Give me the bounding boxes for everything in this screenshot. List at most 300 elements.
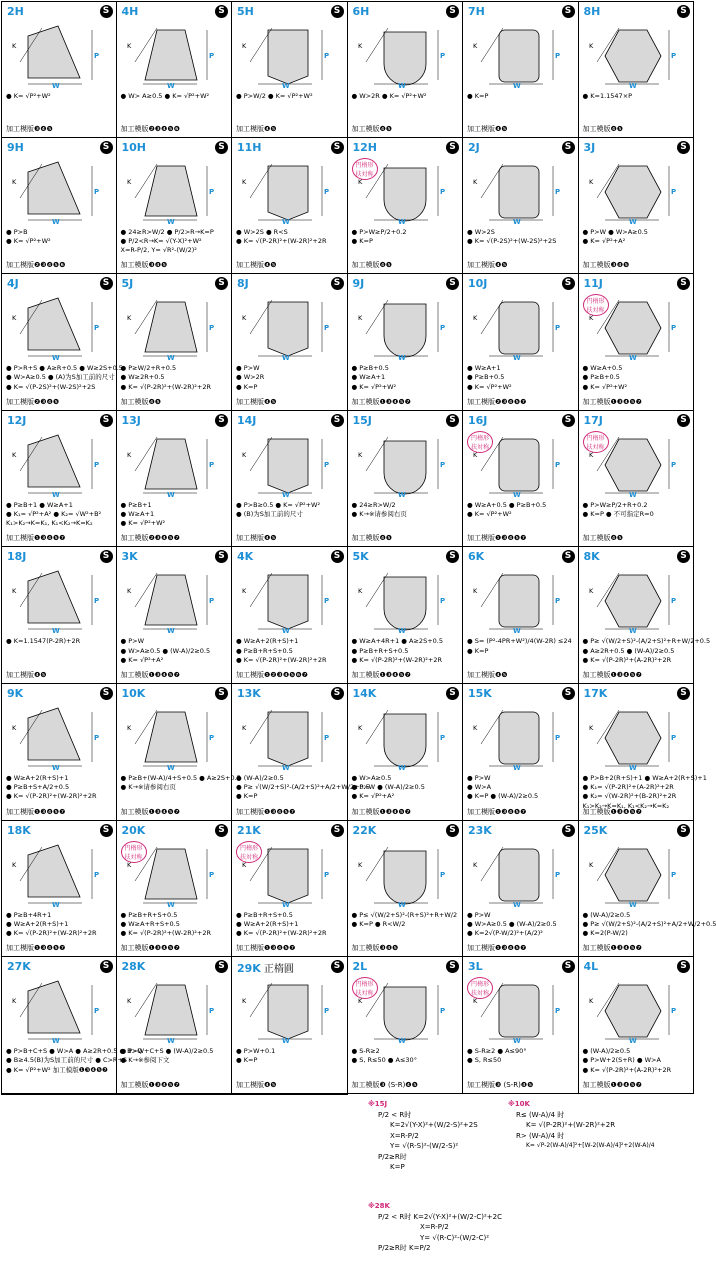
dim-k: K bbox=[357, 42, 362, 50]
dim-w: W bbox=[282, 763, 290, 772]
footnote-line: P/2 < R时 K=2√(Y-X)²+(W/2-C)²+2C bbox=[378, 1212, 502, 1221]
shape-code bbox=[237, 414, 256, 427]
note-line: ● K=P ● 不可指定R=0 bbox=[582, 509, 654, 518]
shape-cell bbox=[463, 821, 579, 958]
shape-cell bbox=[117, 547, 233, 684]
note-line: ● W≥A+1 bbox=[351, 373, 386, 382]
note-line: ● W≥A+1 bbox=[120, 509, 155, 518]
shape-notes bbox=[6, 1047, 143, 1075]
shape-outline bbox=[605, 166, 661, 218]
shape-outline bbox=[384, 714, 426, 767]
process-template: 加工模版❶❸❹❺❼ bbox=[120, 1080, 180, 1089]
shape-code-label: 15K bbox=[468, 686, 492, 700]
shape-diagram bbox=[585, 700, 687, 770]
dim-w: W bbox=[166, 1037, 175, 1046]
dim-w: W bbox=[52, 354, 60, 363]
dim-w: W bbox=[513, 627, 521, 636]
shape-diagram bbox=[354, 290, 456, 363]
dim-w: W bbox=[397, 1037, 406, 1046]
shape-code bbox=[122, 824, 146, 837]
dim-k: K bbox=[242, 997, 247, 1006]
shape-cell bbox=[463, 274, 579, 411]
note-line: ● 24≥R>W/2 bbox=[351, 500, 396, 509]
note-line: ● P≥B+0.5 bbox=[467, 373, 505, 382]
dim-k: K bbox=[357, 587, 362, 596]
shape-code-label: 9H bbox=[7, 140, 24, 154]
note-line: ● P>W bbox=[467, 910, 491, 919]
shape-code-label: 3L bbox=[468, 960, 483, 974]
note-line: ● K= √(P-2R)²+(W-2R)²+2R bbox=[6, 928, 97, 937]
dim-p: P bbox=[670, 187, 676, 196]
shape-diagram bbox=[123, 18, 225, 88]
shape-outline bbox=[384, 304, 426, 357]
dim-p: P bbox=[670, 324, 676, 333]
dim-k: K bbox=[588, 587, 593, 596]
shape-outline bbox=[384, 577, 426, 630]
shape-cell bbox=[348, 957, 464, 1094]
dim-k: K bbox=[357, 723, 362, 732]
shape-cell bbox=[232, 274, 348, 411]
s-badge-icon: S bbox=[331, 5, 344, 18]
note-line: ● P≥ √(W/2+S)²-(A/2+S)²+A/2+W/2+0.5 bbox=[236, 783, 370, 792]
shape-diagram bbox=[469, 837, 571, 907]
footnote-line: K= √P-2(W-A)/4]²+[W-2(W-A)/4]²+2(W-A)/4 bbox=[526, 1142, 655, 1149]
note-line: ● P≥B+R+S+0.5 bbox=[236, 910, 293, 919]
ellipse-stamp: 円楕形 扶対称 bbox=[352, 977, 378, 999]
note-line: ● K= √(P-2R)²+(W-2R)²+2R bbox=[236, 236, 327, 245]
shape-notes bbox=[352, 637, 461, 665]
s-badge-icon: S bbox=[100, 687, 113, 700]
shape-outline bbox=[268, 30, 308, 84]
dim-w: W bbox=[397, 354, 406, 363]
shape-diagram bbox=[585, 154, 687, 224]
shape-notes bbox=[6, 228, 114, 246]
shape-cell bbox=[463, 547, 579, 684]
shape-outline bbox=[145, 30, 197, 80]
dim-w: W bbox=[628, 82, 637, 90]
dim-p: P bbox=[439, 52, 445, 60]
footnote-line: R> (W-A)/4 时 bbox=[516, 1131, 565, 1140]
shape-code bbox=[584, 5, 601, 18]
shape-cell bbox=[1, 684, 117, 821]
note-line: ● P≥B+(W-A)/4+S+0.5 ● A≥2S+0.5 bbox=[120, 773, 241, 782]
dim-k: K bbox=[12, 723, 17, 732]
process-template: 加工模版❹❺ bbox=[582, 124, 624, 133]
dim-p: P bbox=[324, 733, 330, 742]
shape-cell bbox=[348, 547, 464, 684]
note-line: ● K= √P²+A² bbox=[582, 236, 626, 245]
shape-cell bbox=[348, 1, 464, 138]
shape-notes bbox=[6, 774, 114, 802]
note-line: ● W≥A+2(R+S)+1 bbox=[236, 919, 299, 928]
shape-diagram bbox=[469, 290, 571, 363]
shape-code bbox=[468, 277, 487, 290]
dim-k: K bbox=[242, 314, 247, 323]
shape-notes bbox=[583, 364, 692, 392]
shape-cell bbox=[232, 411, 348, 548]
dim-k: K bbox=[126, 450, 131, 459]
note-line: ● K=P bbox=[467, 92, 489, 100]
shape-code-label: 4J bbox=[7, 277, 19, 291]
shape-outline bbox=[145, 712, 197, 762]
dim-p: P bbox=[670, 597, 676, 606]
process-template: 加工模版❸ (S-R)❹❺ bbox=[351, 1080, 418, 1089]
shape-diagram bbox=[123, 973, 225, 1046]
dim-k: K bbox=[242, 860, 247, 869]
dim-k: K bbox=[12, 860, 17, 869]
shape-code bbox=[468, 5, 485, 18]
shape-outline bbox=[605, 302, 661, 354]
s-badge-icon: S bbox=[446, 141, 459, 154]
process-template: 加工模版❶❸❹❺❼ bbox=[582, 670, 642, 679]
note-line: ● S, R≤50 ● A≤30° bbox=[351, 1056, 417, 1065]
dim-w: W bbox=[628, 217, 637, 226]
shape-outline bbox=[499, 166, 539, 218]
process-template: 加工模版❸❹❺ bbox=[6, 124, 53, 133]
dim-k: K bbox=[588, 450, 593, 459]
dim-k: K bbox=[126, 723, 131, 732]
s-badge-icon: S bbox=[446, 277, 459, 290]
shape-outline bbox=[499, 439, 539, 491]
ellipse-stamp: 円楕形 扶対称 bbox=[467, 977, 493, 999]
shape-notes bbox=[583, 92, 692, 101]
shape-code-label: 17J bbox=[583, 413, 603, 427]
dim-w: W bbox=[628, 763, 637, 772]
shape-code-suffix: 正楕圓 bbox=[263, 964, 294, 976]
shape-code-label: 10J bbox=[468, 277, 488, 291]
shape-code-label: 14K bbox=[352, 686, 377, 700]
process-template: 加工模版❶❸❹❺❼ bbox=[120, 807, 180, 816]
dim-p: P bbox=[94, 52, 100, 60]
footnote-line: R≤ (W-A)/4 时 bbox=[516, 1110, 565, 1119]
shape-code bbox=[237, 824, 261, 837]
shape-code bbox=[7, 277, 19, 290]
note-line: ● (B)为S加工前的尺寸 bbox=[236, 509, 303, 518]
shape-notes bbox=[6, 501, 114, 529]
note-line: ● W≥A+2(R+S)+1 bbox=[6, 919, 69, 928]
footnote-10k bbox=[508, 1099, 655, 1152]
s-badge-icon: S bbox=[331, 550, 344, 563]
s-badge-icon: S bbox=[677, 687, 690, 700]
shape-diagram bbox=[8, 154, 110, 224]
s-badge-icon: S bbox=[446, 5, 459, 18]
note-line: K₁>K₂→K=K₁, K₁<K₂→K=K₂ bbox=[6, 519, 93, 528]
note-line: ● W≥A+2(R+S)+1 bbox=[236, 637, 299, 646]
shape-diagram bbox=[585, 290, 687, 363]
shape-code bbox=[7, 141, 24, 154]
dim-w: W bbox=[282, 490, 290, 499]
ellipse-stamp: 円楕形 扶対称 bbox=[121, 841, 147, 863]
s-badge-icon: S bbox=[331, 141, 344, 154]
shape-outline bbox=[28, 298, 80, 350]
dim-w: W bbox=[513, 763, 521, 772]
shape-notes bbox=[467, 911, 576, 939]
note-line: ● P>W bbox=[467, 773, 491, 782]
dim-w: W bbox=[282, 82, 290, 90]
footnote-15j bbox=[368, 1099, 478, 1173]
dim-k: K bbox=[588, 314, 593, 323]
shape-outline bbox=[28, 708, 80, 760]
shape-outline bbox=[28, 571, 80, 623]
note-line: ● K= √P²+W² bbox=[467, 509, 512, 518]
shape-cell bbox=[117, 411, 233, 548]
dim-w: W bbox=[513, 900, 521, 909]
shape-diagram bbox=[469, 973, 571, 1046]
shape-diagram bbox=[238, 837, 340, 907]
shape-code bbox=[237, 141, 262, 154]
dim-k: K bbox=[12, 42, 17, 50]
footnote-line: K=2√(Y-X)²+(W/2-S)²+2S bbox=[390, 1121, 478, 1129]
shape-notes bbox=[121, 92, 230, 101]
dim-p: P bbox=[555, 187, 561, 196]
process-template: 加工模版❷❸❹❺ bbox=[6, 397, 60, 406]
shape-code-label: 2H bbox=[7, 5, 24, 18]
shape-code bbox=[584, 824, 608, 837]
dim-p: P bbox=[94, 1007, 100, 1016]
dim-k: K bbox=[126, 177, 131, 186]
dim-w: W bbox=[166, 490, 175, 499]
shape-notes bbox=[467, 1047, 576, 1065]
shape-diagram bbox=[354, 427, 456, 497]
note-line: ● P≥ √(W/2+S)²-(A/2+S)²+A/2+W/2+0.5 bbox=[582, 919, 716, 928]
shape-notes bbox=[467, 637, 576, 655]
shape-outline bbox=[499, 30, 539, 82]
dim-p: P bbox=[439, 1007, 445, 1016]
note-line: ● P>B+2(R+S)+1 ● W≥A+2(R+S)+1 bbox=[582, 773, 707, 782]
shape-code-label: 3J bbox=[583, 140, 596, 154]
process-template: 加工模版❹❺ bbox=[6, 670, 47, 679]
dim-p: P bbox=[555, 733, 561, 742]
note-line: ● K→※请参阅右页 bbox=[120, 783, 176, 792]
shape-outline bbox=[268, 166, 308, 220]
note-line: ● P>W+C+S ● (W-A)/2≥0.5 bbox=[120, 1047, 214, 1056]
s-badge-icon: S bbox=[677, 960, 690, 973]
process-template: 加工模版❶❸❹❺❼ bbox=[467, 944, 527, 953]
shape-code bbox=[7, 550, 26, 563]
dim-w: W bbox=[166, 763, 175, 772]
dim-k: K bbox=[242, 42, 247, 50]
note-line: ● K=P bbox=[467, 646, 489, 655]
shape-diagram bbox=[8, 290, 110, 363]
shape-code-label: 18J bbox=[7, 550, 27, 564]
note-line: ● K= √(P-2R)²+(W-2R)²+2R bbox=[351, 655, 442, 664]
shape-diagram bbox=[123, 290, 225, 363]
s-badge-icon: S bbox=[677, 141, 690, 154]
shape-cell: W P K bbox=[1, 1094, 117, 1095]
shape-code bbox=[237, 687, 261, 700]
process-template: 加工模版❶❸❹❺❼ bbox=[467, 534, 527, 543]
note-line: ● W>A≥0.5 ● (A)为S加工前的尺寸 bbox=[6, 373, 115, 382]
dim-p: P bbox=[324, 1007, 330, 1016]
shape-code-label: 13K bbox=[237, 686, 261, 700]
note-line: ● P≥B+R+S+0.5 bbox=[120, 910, 178, 919]
footnote-line: K= √(P-2R)²+(W-2R)²+2R bbox=[526, 1121, 616, 1129]
s-badge-icon: S bbox=[562, 687, 575, 700]
dim-p: P bbox=[670, 52, 676, 60]
shape-outline bbox=[28, 26, 80, 78]
shape-code-label: 13J bbox=[121, 413, 141, 427]
shape-code bbox=[237, 5, 254, 18]
dim-p: P bbox=[324, 324, 330, 333]
s-badge-icon: S bbox=[331, 414, 344, 427]
note-line: ● K=P ● (W-A)/2≥0.5 bbox=[467, 792, 539, 801]
shape-diagram bbox=[238, 700, 340, 770]
dim-k: K bbox=[242, 450, 247, 459]
shape-code bbox=[468, 960, 483, 973]
shape-diagram bbox=[469, 563, 571, 636]
shape-code bbox=[237, 277, 249, 290]
note-line: ● P≥B+R+S+0.5 bbox=[351, 646, 409, 655]
shape-code-label: 27K bbox=[7, 960, 31, 974]
shape-cell bbox=[463, 1, 579, 138]
note-line: ● P>B bbox=[6, 227, 28, 236]
shape-diagram bbox=[123, 563, 225, 636]
note-line: ● P>W/2 ● K= √P²+W² bbox=[236, 92, 313, 100]
s-badge-icon: S bbox=[100, 277, 113, 290]
process-template: 加工模版❷❸❹❺❼ bbox=[120, 534, 180, 543]
shape-diagram bbox=[469, 427, 571, 497]
shape-code-label: 8K bbox=[583, 550, 600, 564]
process-template: 加工模版❹❺ bbox=[236, 124, 277, 133]
shape-notes bbox=[121, 1047, 230, 1065]
note-line: ● K= √P²+A² bbox=[351, 792, 395, 801]
dim-w: W bbox=[397, 763, 406, 772]
dim-k: K bbox=[473, 860, 478, 869]
note-line: ● B≥4.5(B)为S加工前的尺寸 ● C>R+S bbox=[6, 1056, 128, 1065]
shape-cell bbox=[579, 1, 695, 138]
dim-k: K bbox=[357, 314, 362, 323]
dim-k: K bbox=[126, 314, 131, 323]
shape-diagram bbox=[238, 563, 340, 636]
shape-notes bbox=[236, 637, 345, 665]
shape-cell bbox=[348, 138, 464, 275]
shape-diagram bbox=[469, 154, 571, 224]
footnote-title: ※28K bbox=[368, 1202, 390, 1210]
s-badge-icon: S bbox=[562, 960, 575, 973]
dim-p: P bbox=[555, 324, 561, 333]
note-line: ● K= √(P-2R)²+(W-2R)²+2R bbox=[236, 928, 327, 937]
process-template: 加工模版❶❷❸❹❺❻❼ bbox=[236, 670, 308, 679]
shape-outline bbox=[384, 32, 426, 85]
shape-notes bbox=[583, 501, 692, 519]
ellipse-stamp: 円楕形 扶対称 bbox=[583, 431, 609, 453]
dim-w: W bbox=[166, 82, 175, 90]
shape-code-label: 25K bbox=[583, 823, 608, 837]
process-template: 加工模版❶❸❹❺❼ bbox=[6, 534, 66, 543]
shape-diagram bbox=[8, 973, 110, 1046]
dim-w: W bbox=[52, 627, 60, 636]
shape-code bbox=[584, 141, 596, 154]
shape-code bbox=[122, 5, 139, 18]
note-line: ● W≥A+2(R+S)+1 bbox=[6, 773, 69, 782]
note-line: ● K= √(P-2R)²+(W-2R)²+2R bbox=[236, 655, 327, 664]
footnote-line: Y= √(R-S)²-(W/2-S)² bbox=[390, 1142, 459, 1150]
dim-w: W bbox=[628, 490, 637, 499]
note-line: ● (W-A)/2≥0.5 bbox=[582, 910, 631, 919]
shape-cell bbox=[232, 821, 348, 958]
shape-code bbox=[584, 277, 603, 290]
dim-p: P bbox=[324, 597, 330, 606]
shape-notes bbox=[582, 637, 711, 665]
ellipse-stamp: 円楕形 扶対称 bbox=[467, 431, 493, 453]
s-badge-icon: S bbox=[100, 5, 113, 18]
dim-k: K bbox=[357, 177, 362, 186]
shape-outline bbox=[499, 712, 539, 764]
shape-outline bbox=[145, 575, 197, 625]
process-template: 加工模版❶❸❹❺❼ bbox=[582, 1080, 642, 1089]
note-line: ● K= √(P-2S)²+(W-2S)²+2S bbox=[6, 382, 96, 391]
s-badge-icon: S bbox=[446, 414, 459, 427]
note-line: ● P>W bbox=[120, 637, 145, 646]
note-line: ● W>A bbox=[467, 783, 492, 792]
shape-cell bbox=[117, 274, 233, 411]
shape-code-label: 5J bbox=[121, 277, 134, 291]
shape-code-label: 4K bbox=[237, 550, 254, 564]
shape-diagram bbox=[354, 837, 456, 907]
shape-outline bbox=[28, 162, 80, 214]
shape-notes bbox=[236, 773, 370, 802]
process-template: 加工模版❶❸❹❺❼ bbox=[351, 397, 411, 406]
dim-w: W bbox=[52, 763, 60, 772]
shape-outline bbox=[605, 712, 661, 764]
dim-k: K bbox=[473, 42, 478, 50]
s-badge-icon: S bbox=[215, 277, 228, 290]
note-line: ● K=P bbox=[236, 1056, 258, 1065]
shape-code bbox=[7, 960, 31, 973]
dim-k: K bbox=[126, 860, 131, 869]
shape-code-label: 9J bbox=[352, 277, 365, 291]
dim-k: K bbox=[588, 997, 593, 1006]
dim-p: P bbox=[208, 733, 214, 742]
shape-diagram bbox=[354, 18, 456, 88]
shape-code bbox=[468, 824, 492, 837]
shape-notes bbox=[121, 501, 230, 529]
shape-notes bbox=[6, 92, 114, 101]
footnote-line: P/2 < R时 bbox=[378, 1110, 412, 1119]
shape-diagram bbox=[8, 18, 110, 88]
shape-notes bbox=[467, 501, 576, 519]
shape-outline bbox=[145, 849, 197, 899]
dim-p: P bbox=[670, 733, 676, 742]
dim-k: K bbox=[126, 997, 131, 1006]
note-line: ● P>W+2(S+R) ● W>A bbox=[582, 1056, 661, 1065]
dim-w: W bbox=[52, 1037, 60, 1046]
shape-outline bbox=[499, 849, 539, 901]
note-line: ● P≥B+S+A/2+0.5 bbox=[6, 783, 70, 792]
shape-cell bbox=[117, 1, 233, 138]
note-line: ● K=P bbox=[351, 236, 373, 245]
dim-k: K bbox=[588, 177, 593, 186]
process-template: 加工模版❹❺ bbox=[351, 534, 393, 543]
shape-diagram bbox=[8, 427, 110, 497]
process-template: 加工模版❷❸❹❺❻ bbox=[120, 124, 180, 133]
shape-code-label: 21K bbox=[237, 823, 261, 837]
shape-cell bbox=[348, 684, 464, 821]
process-template: 加工模版❸❹❺ bbox=[582, 261, 630, 270]
shape-cell bbox=[232, 547, 348, 684]
shape-code bbox=[584, 960, 599, 973]
note-line: ● W>2S ● R<S bbox=[236, 227, 288, 236]
shape-code-label: 4H bbox=[121, 5, 139, 18]
note-line: ● K=P ● R<W/2 bbox=[351, 919, 406, 928]
shape-diagram bbox=[354, 973, 456, 1046]
footnote-28k bbox=[368, 1201, 502, 1254]
shape-diagram bbox=[238, 290, 340, 363]
shape-code-label: 22K bbox=[352, 823, 377, 837]
dim-k: K bbox=[242, 723, 247, 732]
dim-p: P bbox=[555, 52, 561, 60]
shape-code-label: 12J bbox=[7, 413, 27, 427]
